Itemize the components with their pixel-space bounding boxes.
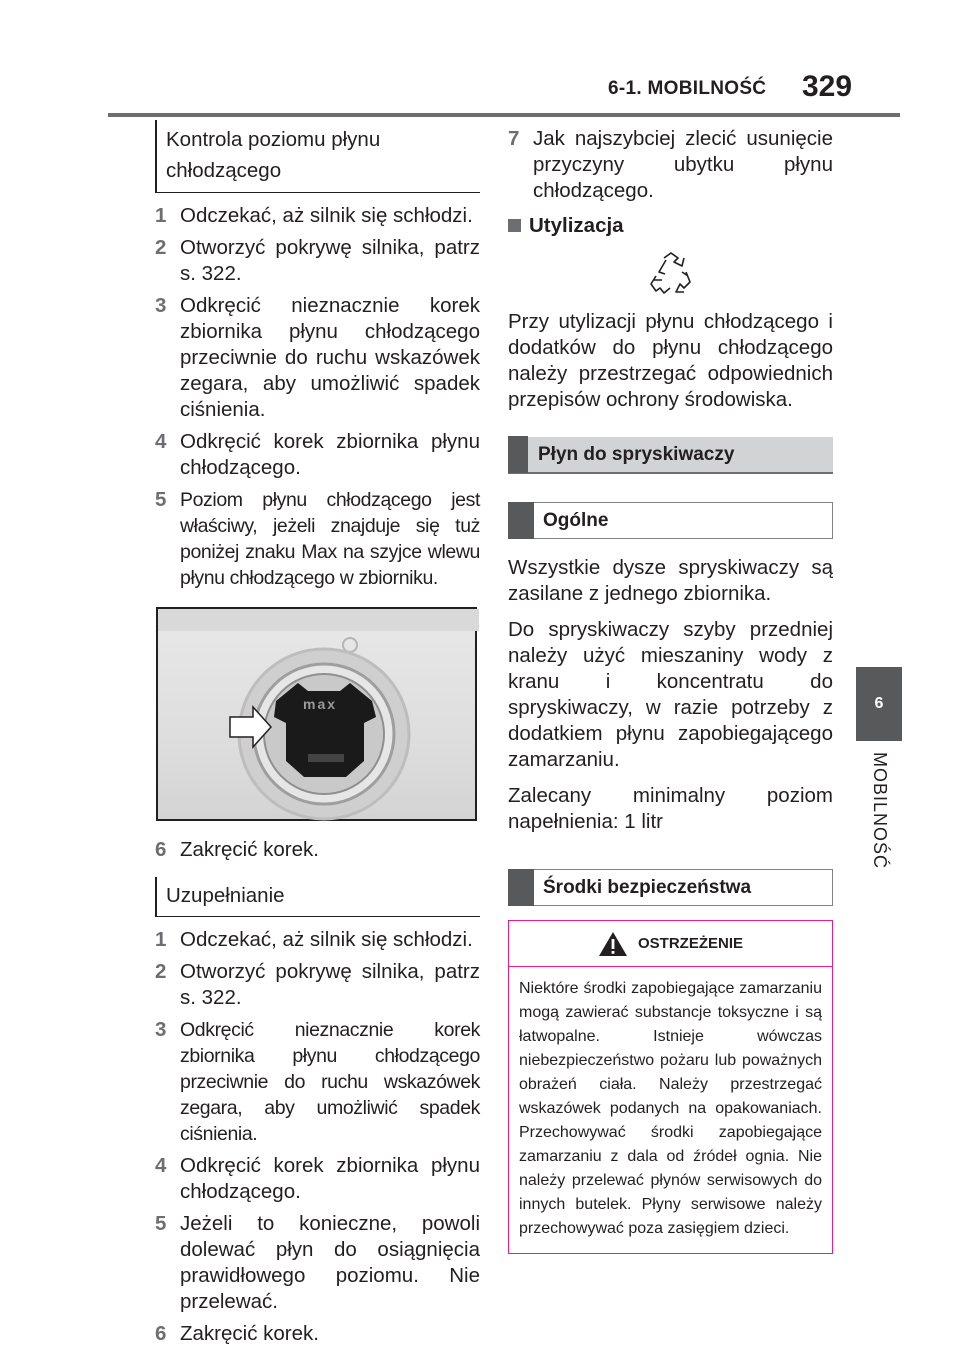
disposal-title-text: Utylizacja [529,214,624,237]
warning-title: OSTRZEŻENIE [637,935,743,952]
step-number: 1 [155,928,167,951]
step [155,927,480,953]
step [155,203,480,229]
washer-para-3: Zalecany minimalny poziom napełnienia: 1 litr [508,784,833,833]
warning-text: Niektóre środki zapobiegające zamarzaniu mogą zawierać substancje toksyczne i są łatwopalne. Istnieje wówczas niebezpieczeństwo pożaru lub poważnych obrażeń ciała. Należy przestrzegać wskazówek podanych na opakowaniach. Przechowywać środki zapobiegające zamarzaniu z dala od źródeł ognia. Nie należy przelewać płynów serwisowych do innych butelek. Płyny serwisowe należy przechowywać poza zasięgiem dzieci. [519,980,822,1237]
safety-heading-text: Środki bezpieczeństwa [543,876,752,898]
step-text: Otworzyć pokrywę silnika, patrz s. 322. [180,960,480,1009]
coolant-cap-illustration [158,609,479,823]
step-text: Jak najszybciej zlecić usunięcie przyczyny ubytku płynu chłodzącego. [533,127,833,202]
step [155,1321,480,1347]
step [155,429,480,481]
chapter-label: MOBILNOŚĆ [870,752,890,870]
step [155,1211,480,1315]
step-number: 4 [155,1154,167,1177]
step-number: 1 [155,204,167,227]
step-text: Odkręcić korek zbiornika płynu chłodzącego. [180,1154,480,1203]
step-text: Zakręcić korek. [180,1322,319,1345]
recycling-icon [646,250,696,296]
subheading-check-level: Kontrola poziomu płynu chłodzącego [155,120,480,193]
chapter-tab[interactable]: 6 [856,667,902,741]
step-number: 3 [155,294,167,317]
step-number: 3 [155,1018,167,1041]
steps-check [155,203,480,591]
step [508,126,833,204]
steps-refill [155,927,480,1347]
warning-triangle-icon [598,931,628,957]
coolant-cap-photo [156,607,477,821]
washer-fluid-heading [508,437,833,474]
step [155,1017,480,1147]
warning-header [509,921,832,967]
step-text: Odkręcić nieznacznie korek zbiornika płynu chłodzącego przeciwnie do ruchu wskazówek zegara, aby umożliwić spadek ciśnienia. [180,294,480,421]
step-number: 5 [155,1212,167,1235]
washer-para-2: Do spryskiwaczy szyby przedniej należy użyć mieszaniny wody z kranu i koncentratu do spryskiwaczy, w razie potrzeby z dodatkiem płynu zapobiegającego zamarzaniu. [508,618,833,771]
heading-bar [508,502,534,539]
step-text: Otworzyć pokrywę silnika, patrz s. 322. [180,236,480,285]
step-number: 5 [155,488,167,511]
step [155,487,480,591]
step [155,235,480,287]
cap-max-text: max [303,696,338,712]
step-number: 6 [155,838,167,861]
step-text: Zakręcić korek. [180,838,319,861]
step [155,293,480,423]
page-number: 329 [802,70,853,103]
section-title: 6-1. MOBILNOŚĆ [608,78,767,99]
step-number: 2 [155,960,167,983]
step [155,837,480,863]
right-column [508,120,833,1254]
step [155,959,480,1011]
heading-bar [508,436,528,473]
step-text: Jeżeli to konieczne, powoli dolewać płyn do osiągnięcia prawidłowego poziomu. Nie przelewać. [180,1212,480,1313]
header-rule [108,113,900,117]
warning-box [508,920,833,1254]
step-text: Odkręcić korek zbiornika płynu chłodzącego. [180,430,480,479]
general-heading-text: Ogólne [543,509,609,531]
disposal-text: Przy utylizacji płynu chłodzącego i dodatków do płynu chłodzącego należy przestrzegać odpowiednich przepisów ochrony środowiska. [508,310,833,411]
step-number: 7 [508,127,520,150]
heading-bar [508,869,534,906]
step-text: Poziom płynu chłodzącego jest właściwy, jeżeli znajduje się tuż poniżej znaku Max na szyjce wlewu płynu chłodzącego w zbiorniku. [180,489,480,589]
recycling-icon-wrap [508,250,833,301]
step-text: Odczekać, aż silnik się schłodzi. [180,204,473,227]
bullet-square-icon [508,219,521,232]
washer-fluid-heading-text: Płyn do spryskiwaczy [538,443,735,465]
subheading-refill: Uzupełnianie [155,877,480,917]
left-column [155,120,480,1353]
step-number: 4 [155,430,167,453]
step-text: Odczekać, aż silnik się schłodzi. [180,928,473,951]
washer-para-1: Wszystkie dysze spryskiwaczy są zasilane z jednego zbiornika. [508,556,833,605]
step-number: 6 [155,1322,167,1345]
step [155,1153,480,1205]
step-text: Odkręcić nieznacznie korek zbiornika płynu chłodzącego przeciwnie do ruchu wskazówek zegara, aby umożliwić spadek ciśnienia. [180,1019,480,1145]
general-heading [508,502,833,539]
disposal-title [508,214,833,238]
step-number: 2 [155,236,167,259]
safety-heading [508,869,833,906]
